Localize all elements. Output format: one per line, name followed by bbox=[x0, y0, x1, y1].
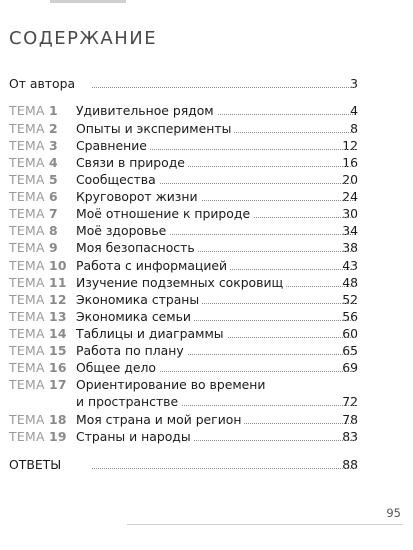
toc-row[interactable] bbox=[0, 188, 413, 206]
toc-page: 52 bbox=[342, 292, 358, 307]
toc-title: Круговорот жизни bbox=[76, 188, 201, 206]
theme-label: ТЕМА 7 bbox=[9, 206, 58, 221]
toc-title: Сообщества bbox=[76, 171, 159, 189]
page-title: СОДЕРЖАНИЕ bbox=[9, 28, 158, 49]
toc-title: Общее дело bbox=[76, 359, 159, 377]
leader-dots bbox=[92, 468, 355, 469]
toc-row[interactable] bbox=[0, 257, 413, 275]
toc-title: Работа по плану bbox=[76, 342, 187, 360]
toc-row[interactable] bbox=[0, 376, 413, 394]
page-number: 95 bbox=[386, 506, 401, 520]
toc-page: 60 bbox=[342, 326, 358, 341]
theme-label: ТЕМА 10 bbox=[9, 258, 67, 273]
theme-label: ТЕМА 14 bbox=[9, 326, 67, 341]
toc-title: Связи в природе bbox=[76, 154, 188, 172]
theme-label: ТЕМА 4 bbox=[9, 155, 58, 170]
theme-label: ТЕМА 6 bbox=[9, 189, 58, 204]
toc-page: 48 bbox=[342, 275, 358, 290]
toc-page: 72 bbox=[342, 394, 358, 409]
toc-page: 65 bbox=[342, 343, 358, 358]
toc-page: 56 bbox=[342, 309, 358, 324]
theme-label: ТЕМА 18 bbox=[9, 412, 67, 427]
toc-row[interactable] bbox=[0, 102, 413, 120]
toc-title: Моя безопасность bbox=[76, 239, 198, 257]
toc-title: ОТВЕТЫ bbox=[9, 457, 62, 472]
toc-page: 12 bbox=[342, 138, 358, 153]
theme-label: ТЕМА 5 bbox=[9, 172, 58, 187]
toc-title: Моё здоровье bbox=[76, 222, 169, 240]
toc-row[interactable] bbox=[0, 205, 413, 223]
toc-row[interactable] bbox=[0, 120, 413, 138]
toc-row-answers[interactable] bbox=[0, 456, 413, 474]
toc-row-author[interactable] bbox=[0, 75, 413, 93]
toc-title: Ориентирование во времени bbox=[76, 376, 268, 394]
toc-row[interactable] bbox=[0, 291, 413, 309]
toc-title: Изучение подземных сокровищ bbox=[76, 274, 286, 292]
theme-label: ТЕМА 13 bbox=[9, 309, 67, 324]
toc-row[interactable] bbox=[0, 325, 413, 343]
toc-page: 78 bbox=[342, 412, 358, 427]
theme-label: ТЕМА 1 bbox=[9, 103, 58, 118]
toc-row[interactable] bbox=[0, 359, 413, 377]
toc-page: 38 bbox=[342, 240, 358, 255]
toc-title: Работа с информацией bbox=[76, 257, 230, 275]
toc-page: 16 bbox=[342, 155, 358, 170]
theme-label: ТЕМА 9 bbox=[9, 240, 58, 255]
theme-label: ТЕМА 15 bbox=[9, 343, 67, 358]
toc-title: Опыты и эксперименты bbox=[76, 120, 234, 138]
theme-label: ТЕМА 19 bbox=[9, 429, 67, 444]
toc-title: Удивительное рядом bbox=[76, 102, 217, 120]
toc-title: От автора bbox=[9, 76, 76, 91]
toc-row[interactable] bbox=[0, 274, 413, 292]
toc-row[interactable] bbox=[0, 411, 413, 429]
toc-row[interactable] bbox=[0, 239, 413, 257]
leader-dots bbox=[92, 87, 355, 88]
toc-page: 4 bbox=[350, 103, 358, 118]
toc-row[interactable] bbox=[0, 308, 413, 326]
toc-row[interactable] bbox=[0, 154, 413, 172]
toc-title: Экономика семьи bbox=[76, 308, 194, 326]
theme-label: ТЕМА 12 bbox=[9, 292, 67, 307]
toc-title: Страны и народы bbox=[76, 428, 194, 446]
theme-label: ТЕМА 16 bbox=[9, 360, 67, 375]
toc-row[interactable] bbox=[0, 428, 413, 446]
theme-label: ТЕМА 2 bbox=[9, 121, 58, 136]
toc-page: 69 bbox=[342, 360, 358, 375]
theme-label: ТЕМА 11 bbox=[9, 275, 67, 290]
toc-row[interactable] bbox=[0, 137, 413, 155]
toc-title: Таблицы и диаграммы bbox=[76, 325, 227, 343]
toc-page: 20 bbox=[342, 172, 358, 187]
toc-title: Моё отношение к природе bbox=[76, 205, 253, 223]
toc-title: Сравнение bbox=[76, 137, 150, 155]
toc-page: 83 bbox=[342, 429, 358, 444]
toc-page: 43 bbox=[342, 258, 358, 273]
bottom-rule bbox=[127, 524, 403, 525]
toc-row[interactable] bbox=[0, 342, 413, 360]
toc-row[interactable] bbox=[0, 171, 413, 189]
toc-title: Экономика страны bbox=[76, 291, 202, 309]
toc-row[interactable] bbox=[0, 222, 413, 240]
toc-page: 30 bbox=[342, 206, 358, 221]
toc-page: 24 bbox=[342, 189, 358, 204]
toc-page: 88 bbox=[342, 457, 358, 472]
toc-page: 8 bbox=[350, 121, 358, 136]
theme-label: ТЕМА 3 bbox=[9, 138, 58, 153]
toc-title: Моя страна и мой регион bbox=[76, 411, 244, 429]
top-decoration bbox=[50, 0, 126, 3]
toc-title-continuation: и пространстве bbox=[76, 393, 181, 411]
toc-page: 3 bbox=[350, 76, 358, 91]
toc-page: 34 bbox=[342, 223, 358, 238]
toc-row-continuation[interactable] bbox=[0, 393, 413, 411]
theme-label: ТЕМА 8 bbox=[9, 223, 58, 238]
theme-label: ТЕМА 17 bbox=[9, 377, 67, 392]
